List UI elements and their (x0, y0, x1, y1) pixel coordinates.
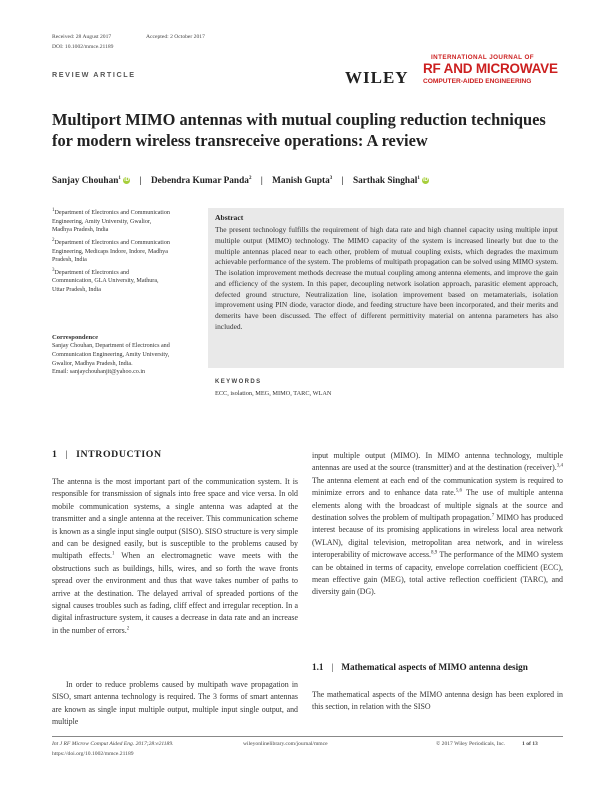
orcid-icon[interactable]: iD (124, 177, 130, 184)
accepted-date: Accepted: 2 October 2017 (146, 34, 205, 40)
journal-logo (345, 52, 561, 98)
affiliation-3: $^3$Department of Electronics and Communication, GLA University, Mathura, Uttar Pradesh, India (52, 267, 159, 294)
page-number: 1 of 13 (522, 741, 538, 747)
footer-copyright: © 2017 Wiley Periodicals, Inc. (436, 741, 506, 747)
abstract-heading: Abstract (215, 213, 244, 222)
correspondence-heading: Correspondence (52, 334, 99, 341)
received-date: Received: 28 August 2017 (52, 34, 112, 40)
math-aspects-paragraph: The mathematical aspects of the MIMO antenna design has been explored in this section, in relation with the SISO (312, 690, 563, 712)
footer-doi-link[interactable]: https://doi.org/10.1002/mmce.21189 (52, 751, 134, 757)
author-list (52, 176, 429, 186)
correspondence-text: Sanjay Chouhan, Department of Electronics and Communication Engineering, Amity University, Gwalior, Madhya Pradesh, India. (52, 343, 170, 367)
wiley-logo: WILEY (345, 68, 409, 87)
author-separator: | (139, 176, 142, 186)
paper-title: Multiport MIMO antennas with mutual coupling reduction techniques for modern wireless transreceive operations: A review (52, 110, 546, 150)
footer-site-link[interactable]: wileyonlinelibrary.com/journal/mmce (243, 741, 328, 747)
intro-paragraph-1: The antenna is the most important part of the communication system. It is responsible for transmission of signals into free space and vice versa. In old mobile communication systems, a single antenna was adapted at the transmitter and a single antenna at the receiver. This communication scheme is known as a single input single output (SISO). SISO structure is very simple and can be designed easily, but is susceptible to the problems caused by multipath effects.$^1$ When an electromagnetic wave meets with the obstructions such as buildings, hills, wires, and so forth the wave fronts spread over the environment and thus that wave takes number of paths to arrive at the destination. The delayed arrival of spreaded portions of the signal causes troubles such as fading, cliff effect and irregular reception. In a digital infrastructure system, it causes a decrease in data rate and an increase in the number of errors.$^2$ (52, 477, 298, 635)
keywords: ECC, isolation, MEG, MIMO, TARC, WLAN (215, 390, 332, 397)
section-heading: 1 | INTRODUCTION (52, 449, 162, 460)
author-1[interactable]: Sanjay Chouhan$^1$ (52, 175, 121, 186)
journal-name: RF AND MICROWAVE (423, 61, 558, 76)
abstract-text: The present technology fulfills the requirement of high data rate and high channel capacity using multiple input multiple output (MIMO) technology. The MIMO capacity of the system is increased linearly but due to the multiple antennas placed near to each other, problem of mutual coupling exists, which degrades the maximum achievable performance of the system. The problems of multipath propagation can be solved using MIMO system. The isolation improvement methods decrease the mutual coupling among antenna elements, and improve the gain and efficiency of the system. In this paper, decoupling network isolation approach, parasitic element approach, defected ground structure, Neutralization line, isolation improvement based on metamaterials, isolation improvement using PIN diode, varactor diode, and feeding structure have been incorporated, and their merits and demerits have been discussed. The effect of different permittivity material on antenna parameters has also included. (215, 225, 558, 331)
intro-paragraph-2: In order to reduce problems caused by multipath wave propagation in SISO, smart antenna technology is required. The 3 forms of smart antennas are known as single input multiple output, multiple input single output, and multiple (52, 680, 298, 727)
abstract-box (208, 208, 564, 368)
author-2[interactable]: Debendra Kumar Panda$^2$ (150, 175, 252, 186)
affiliation-2: $^2$Department of Electronics and Communication Engineering, Medicaps Indore, Indore, Madhya Pradesh, India (52, 237, 170, 264)
correspondence-email[interactable]: Email: sanjaychouhanjit@yahoo.co.in (52, 369, 146, 376)
correspondence (52, 333, 174, 377)
affiliation-1: $^1$Department of Electronics and Communication Engineering, Amity University, Gwalior, Madhya Pradesh, India (52, 207, 170, 234)
intro-paragraph-right: input multiple output (MIMO). In MIMO antenna technology, multiple antennas are used at the source (transmitter) and at the destination (receiver).$^{3,4}$ The antenna element at each end of the communication system is required to minimize errors and to enhance data rate.$^{5,6}$ The use of multiple antenna elements along with the broadcast of multiple signals at the source and destination solves the problem of multipath propagation.$^7$ MIMO has produced interest because of its promising applications in wireless local area network (WLAN), digital television, metropolitan area network, and in wireless interoperability of microwave access.$^{8,9}$ The performance of the MIMO system can be obtained in terms of capacity, envelope correlation coefficient (ECC), mean effective gain (MEG), total active reflection coefficient (TARC), and diversity gain (DG). (312, 451, 563, 597)
affiliations (52, 209, 170, 295)
journal-subtitle: COMPUTER-AIDED ENGINEERING (423, 78, 532, 85)
author-3[interactable]: Manish Gupta$^3$ (272, 175, 333, 186)
orcid-icon[interactable]: iD (423, 177, 429, 184)
subsection-heading: 1.1 | Mathematical aspects of MIMO antenna design (312, 662, 528, 672)
keywords-heading: KEYWORDS (215, 379, 262, 385)
author-4[interactable]: Sarthak Singhal$^1$ (352, 175, 420, 186)
article-type: REVIEW ARTICLE (52, 70, 136, 79)
author-separator: | (341, 176, 344, 186)
footer-rule (52, 736, 563, 737)
author-separator: | (260, 176, 263, 186)
footer-journal-ref: Int J RF Microw Comput Aided Eng. 2017;28:e21189. (52, 741, 174, 747)
doi: DOI: 10.1002/mmce.21189 (52, 44, 114, 50)
journal-intl: INTERNATIONAL JOURNAL OF (431, 54, 535, 61)
